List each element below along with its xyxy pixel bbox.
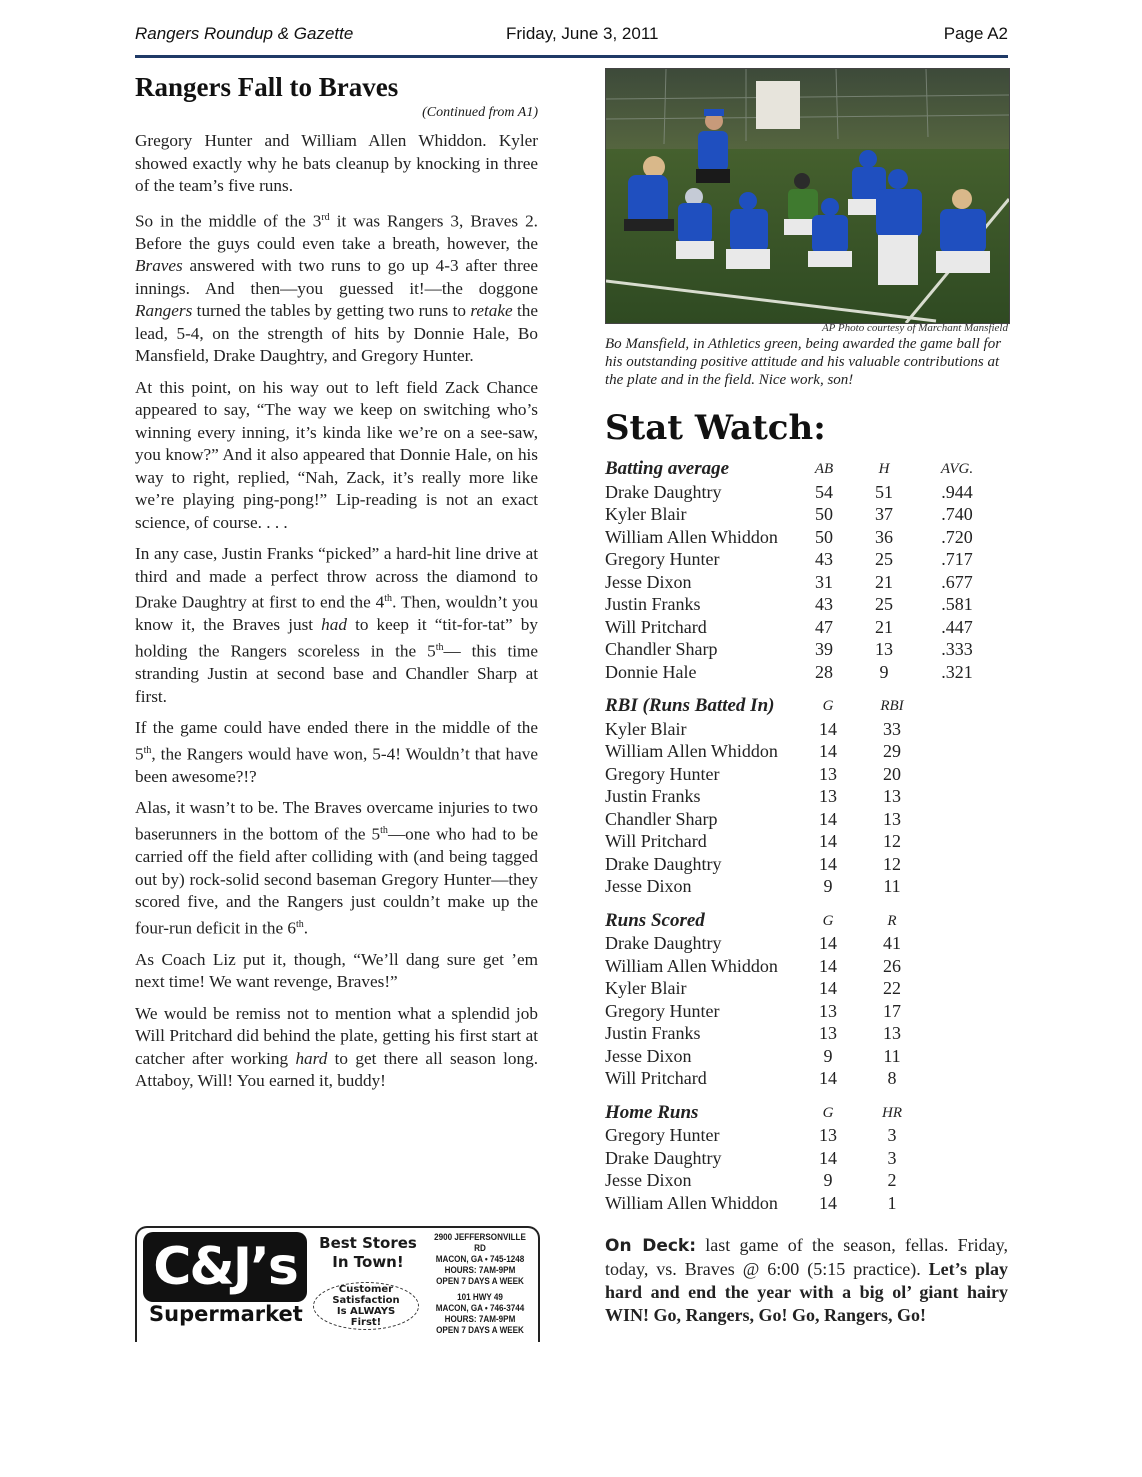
- table-row: William Allen Whiddon 14 1: [605, 1192, 897, 1213]
- table-row: Gregory Hunter 43 25 .717: [605, 549, 973, 569]
- store-addresses: 2900 JEFFERSONVILLE RD MACON, GA • 745-1248 HOURS: 7AM-9PM OPEN 7 DAYS A WEEK 101 HWY 49 MACON, GA • 746-3744 HOURS: 7AM-9PM OPEN 7 DAYS A WEEK: [434, 1232, 526, 1335]
- article-paragraph-4: In any case, Justin Franks “picked” a hard-hit line drive at third and made a perfect throw across the diamond to Drake Daughtry at first to end the 4th. Then, wouldn’t you know it, the Braves just had to keep it “tit-for-tat” by holding the Rangers scoreless in the 5th— this time stranding Justin at second base and Chandler Sharp at first.: [135, 544, 539, 706]
- continued-note: (Continued from A1): [422, 105, 538, 120]
- batting-average-table: [605, 458, 1008, 683]
- table-row: Jesse Dixon 31 21 .677: [605, 571, 973, 592]
- table-row: Drake Daughtry 54 51 .944: [605, 481, 973, 502]
- team-photo-image: [606, 69, 1009, 323]
- photo-caption: Bo Mansfield, in Athletics green, being awarded the game ball for his outstanding positive attitude and his valuable contributions at the plate and in the field. Nice work, son!: [605, 336, 1002, 388]
- article-paragraph-3: At this point, on his way out to left field Zack Chance appeared to say, “The way we keep on switching who’s winning every inning, it’s kinda like we’re on a see-saw, you know?” And it also appeared that Donnie Hale, on his way to right, replied, “Nah, Zack, it’s really more like we’re playing ping-pong!” Lip-reading is not an exact science, of course. . . .: [135, 377, 538, 532]
- satisfaction-badge: Customer Satisfaction Is ALWAYS First!: [313, 1282, 419, 1330]
- table-row: Donnie Hale 28 9 .321: [605, 661, 973, 682]
- home-runs-table: [605, 1102, 1008, 1215]
- table-row: Jesse Dixon 9 11: [605, 876, 901, 896]
- supermarket-label: Supermarket: [149, 1302, 303, 1326]
- table-row: William Allen Whiddon 14 26: [605, 955, 901, 976]
- header-rule: [135, 55, 1008, 58]
- article-paragraph-5: If the game could have ended there in the middle of the 5th, the Rangers would have won, 5-4! Wouldn’t that have been awesome?!?: [135, 718, 538, 786]
- table-row: Kyler Blair 14 22: [605, 978, 901, 998]
- page-header: [135, 22, 1008, 48]
- table-row: William Allen Whiddon 14 29: [605, 741, 901, 761]
- on-deck-label: On Deck:: [605, 1236, 697, 1256]
- table-row: Drake Daughtry 14 12: [605, 853, 901, 874]
- table-header: Runs Scored G R: [605, 909, 897, 931]
- article-paragraph-7: As Coach Liz put it, though, “We’ll dang sure get ’em next time! We want revenge, Braves!”: [135, 949, 538, 992]
- table-row: Justin Franks 13 13: [605, 1023, 901, 1043]
- paper-name: Rangers Roundup & Gazette: [135, 24, 354, 43]
- stat-watch-title: Stat Watch:: [605, 408, 826, 448]
- table-header: RBI (Runs Batted In) G RBI: [605, 695, 904, 716]
- cj-logo: C&J’s: [143, 1232, 307, 1302]
- table-row: Chandler Sharp 39 13 .333: [605, 639, 973, 659]
- article-paragraph-1: Gregory Hunter and William Allen Whiddon. Kyler showed exactly why he bats cleanup by knocking in three of the team’s five runs.: [135, 131, 538, 195]
- table-row: Gregory Hunter 13 20: [605, 763, 901, 784]
- table-row: Will Pritchard 47 21 .447: [605, 616, 973, 637]
- table-row: Will Pritchard 14 8: [605, 1068, 897, 1088]
- table-row: Chandler Sharp 14 13: [605, 808, 901, 829]
- table-header: Batting average AB H AVG.: [605, 458, 974, 479]
- team-photo: [605, 68, 1010, 324]
- article: [135, 70, 538, 1102]
- on-deck-note: On Deck: last game of the season, fellas. Friday, today, vs. Braves @ 6:00 (5:15 practice). Let’s play hard and end the year with a big ol’ giant hairy WIN! Go, Rangers, Go! Go, Rangers, Go!: [605, 1235, 1008, 1325]
- supermarket-ad: [135, 1226, 540, 1342]
- page-number: Page A2: [943, 24, 1008, 43]
- table-row: Kyler Blair 50 37 .740: [605, 504, 973, 524]
- issue-date: Friday, June 3, 2011: [506, 24, 659, 43]
- article-paragraph-6: Alas, it wasn’t to be. The Braves overcame injuries to two baserunners in the bottom of the 5th—one who had to be carried off the field after colliding with (and being tagged out by) rock-solid second baseman Gregory Hunter—they scored five, and the Rangers just couldn’t make up the four-run deficit in the 6th.: [135, 798, 539, 938]
- photo-credit: AP Photo courtesy of Marchant Mansfield: [821, 322, 1008, 334]
- article-headline: Rangers Fall to Braves: [135, 72, 399, 102]
- stat-watch: [605, 458, 1008, 1226]
- table-row: Drake Daughtry 14 3: [605, 1147, 897, 1168]
- table-row: Gregory Hunter 13 17: [605, 1000, 901, 1021]
- table-row: Kyler Blair 14 33: [605, 718, 901, 739]
- best-stores-slogan: Best Stores In Town!: [319, 1234, 417, 1271]
- table-header: Home Runs G HR: [605, 1101, 902, 1123]
- table-row: Will Pritchard 14 12: [605, 831, 901, 851]
- article-paragraph-2: So in the middle of the 3rd it was Rangers 3, Braves 2. Before the guys could even take a breath, however, the Braves answered with two runs to go up 4-3 after three innings. And then—you guessed it!—the doggone Rangers turned the tables by getting two runs to retake the lead, 5-4, on the strength of hits by Donnie Hale, Bo Mansfield, Drake Daughtry, and Gregory Hunter.: [135, 211, 539, 366]
- runs-scored-table: [605, 910, 1008, 1090]
- table-row: Justin Franks 43 25 .581: [605, 594, 973, 614]
- rbi-table: [605, 695, 1008, 898]
- table-row: Gregory Hunter 13 3: [605, 1125, 897, 1145]
- table-row: Justin Franks 13 13: [605, 786, 901, 806]
- table-row: Jesse Dixon 9 11: [605, 1045, 901, 1066]
- table-row: William Allen Whiddon 50 36 .720: [605, 526, 973, 547]
- table-row: Drake Daughtry 14 41: [605, 933, 901, 953]
- article-paragraph-8: We would be remiss not to mention what a splendid job Will Pritchard did behind the plate, getting his first start at catcher after working hard to get there all season long. Attaboy, Will! You earned it, buddy!: [135, 1003, 539, 1091]
- table-row: Jesse Dixon 9 2: [605, 1170, 897, 1190]
